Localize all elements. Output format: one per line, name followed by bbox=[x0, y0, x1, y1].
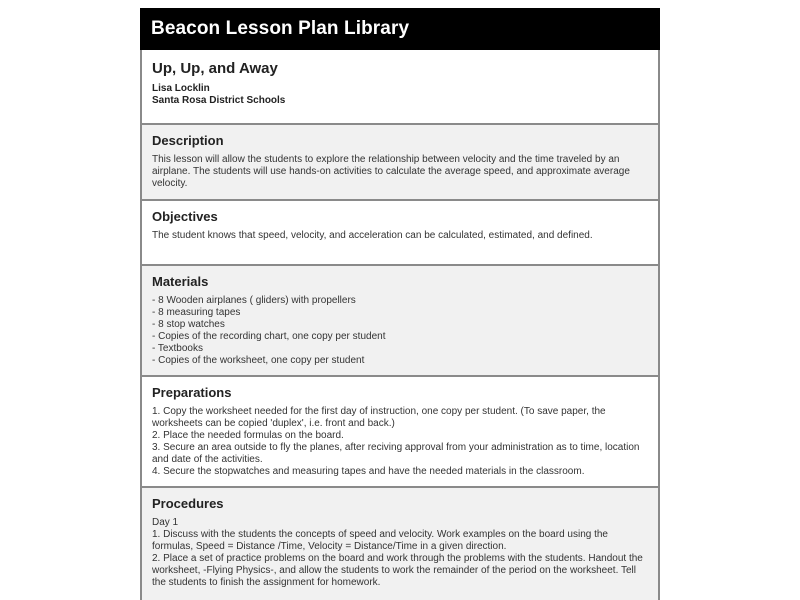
list-item: 1. Copy the worksheet needed for the first day of instruction, one copy per student. (To save paper, the worksheets can be copied 'duplex', i.e. front and back.) bbox=[152, 406, 606, 429]
list-item: - Textbooks bbox=[152, 343, 203, 354]
list-item: - Copies of the recording chart, one copy per student bbox=[152, 331, 386, 342]
list-item: - 8 stop watches bbox=[152, 319, 225, 330]
preparations-section bbox=[140, 377, 660, 488]
list-item: Day 1 bbox=[152, 517, 179, 528]
author-organization: Santa Rosa District Schools bbox=[152, 95, 286, 106]
objectives-heading: Objectives bbox=[152, 209, 218, 224]
materials-heading: Materials bbox=[152, 274, 209, 289]
author-name: Lisa Locklin bbox=[152, 83, 210, 94]
materials-list bbox=[152, 295, 648, 367]
preparations-list bbox=[152, 406, 648, 478]
description-text: This lesson will allow the students to explore the relationship between velocity and the time traveled by an airplane. The students will use hands-on activities to calculate the average speed, and approximate average velocity. bbox=[152, 154, 630, 189]
objectives-section bbox=[140, 201, 660, 266]
lesson-plan-page bbox=[140, 8, 660, 600]
procedures-heading: Procedures bbox=[152, 496, 224, 511]
list-item: - 8 Wooden airplanes ( gliders) with propellers bbox=[152, 295, 356, 306]
list-item: 4. Secure the stopwatches and measuring tapes and have the needed materials in the classroom. bbox=[152, 466, 585, 477]
list-item: 2. Place the needed formulas on the board. bbox=[152, 430, 344, 441]
lesson-title: Up, Up, and Away bbox=[152, 60, 278, 77]
list-item: - Copies of the worksheet, one copy per student bbox=[152, 355, 365, 366]
procedures-section bbox=[140, 488, 660, 600]
site-header bbox=[140, 8, 660, 50]
lesson-title-section bbox=[140, 50, 660, 125]
objectives-text: The student knows that speed, velocity, and acceleration can be calculated, estimated, and defined. bbox=[152, 230, 593, 241]
description-heading: Description bbox=[152, 133, 224, 148]
procedures-list bbox=[152, 517, 648, 589]
list-item: 2. Place a set of practice problems on the board and work through the problems with the students. Handout the worksheet, -Flying Physics-, and allow the students to work the remainder of the period on the worksheet. Tell the students to finish the assignment for homework. bbox=[152, 553, 643, 588]
list-item: 3. Secure an area outside to fly the planes, after reciving approval from your administration as to time, location and date of the activities. bbox=[152, 442, 640, 465]
list-item: 1. Discuss with the students the concepts of speed and velocity. Work examples on the board using the formulas, Speed = Distance /Time, Velocity = Distance/Time in a given direction. bbox=[152, 529, 608, 552]
preparations-heading: Preparations bbox=[152, 385, 232, 400]
description-section bbox=[140, 125, 660, 201]
materials-section bbox=[140, 266, 660, 377]
list-item: - 8 measuring tapes bbox=[152, 307, 241, 318]
site-title: Beacon Lesson Plan Library bbox=[151, 18, 410, 39]
